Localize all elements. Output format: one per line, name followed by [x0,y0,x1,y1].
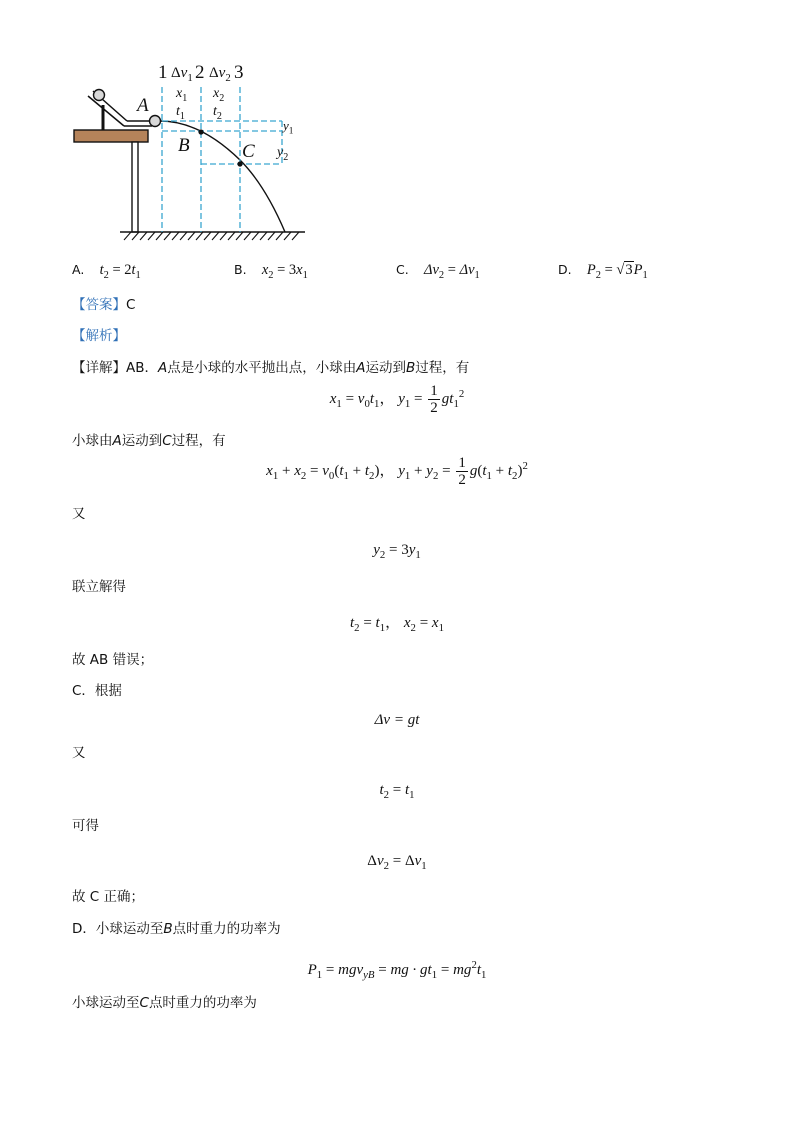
formula-6: $t_2 = t_1$ [379,782,415,801]
ball-at-A [150,116,161,127]
t1-label: $t_1$ [176,104,185,122]
last-line: 小球运动至C点时重力的功率为 [72,995,257,1011]
again-2: 又 [72,745,86,761]
answer-label: 【答案】 [72,297,126,313]
point-A-label: A [137,95,149,116]
ab-wrong: 故 AB 错误； [72,652,154,668]
option-D[interactable]: D. $P_2 = √3P_1$ [558,262,648,281]
pos-2-label: 2 [195,62,205,83]
get-line: 可得 [72,818,99,834]
formula-3: $y_2 = 3y_1$ [373,542,421,561]
t2-label: $t_2$ [213,104,222,122]
ground-hatch [124,232,299,240]
d-line: D．小球运动至B点时重力的功率为 [72,921,281,937]
dv1-label: $\Delta v_1$ [171,65,193,84]
pos-3-label: 3 [234,62,244,83]
formula-4: $t_2 = t_1$， $x_2 = x_1$ [349,615,444,634]
figure-label-row [158,62,168,84]
option-C[interactable]: C. $\Delta v_2 = \Delta v_1$ [396,262,480,281]
solve-line: 联立解得 [72,579,126,595]
point-C [237,161,242,166]
again-1: 又 [72,506,86,522]
formula-8: $P_1 = mgv_{yB}$ = mg · $gt_1 = mg^2t_1$ [307,959,487,981]
x1-label: $x_1$ [176,86,188,104]
y1-label: $y_1$ [283,118,294,137]
c-basis: C．根据 [72,683,122,699]
point-B [198,129,203,134]
x2-label: $x_2$ [213,86,225,104]
table-leg [132,142,138,232]
pos-1-label: 1 [158,62,168,83]
point-B-label: B [178,135,190,156]
table-top [74,130,148,142]
point-C-label: C [242,141,255,162]
y2-label: $y_2$ [277,145,289,163]
line-2: 小球由A运动到C过程，有 [72,433,226,449]
formula-5: Δv = gt [374,712,420,728]
option-A[interactable]: A. $t_2 = 2t_1$ [72,262,141,281]
answer-value: C [126,297,136,313]
detail-line: 【详解】AB．A点是小球的水平抛出点，小球由A运动到B过程，有 [72,360,470,376]
formula-2: $x_1 + x_2 = v_0(t_1 + t_2)$， $y_1 + y_2$ = $\frac{1}{2}$ $g(t_1 + t_2)^2$ [266,455,528,488]
ball-top [94,90,105,101]
formula-7: $\Delta v_2 = \Delta v_1$ [367,853,427,872]
analysis-label: 【解析】 [72,328,126,344]
dv2-label: $\Delta v_2$ [209,65,231,84]
formula-1: $x_1 = v_0t_1$， $y_1$ = $\frac{1}{2}$ $gt_1^2$ [329,383,465,416]
option-B[interactable]: B. $x_2 = 3x_1$ [234,262,308,281]
c-right: 故 C 正确； [72,889,145,905]
answer-line [72,296,135,314]
